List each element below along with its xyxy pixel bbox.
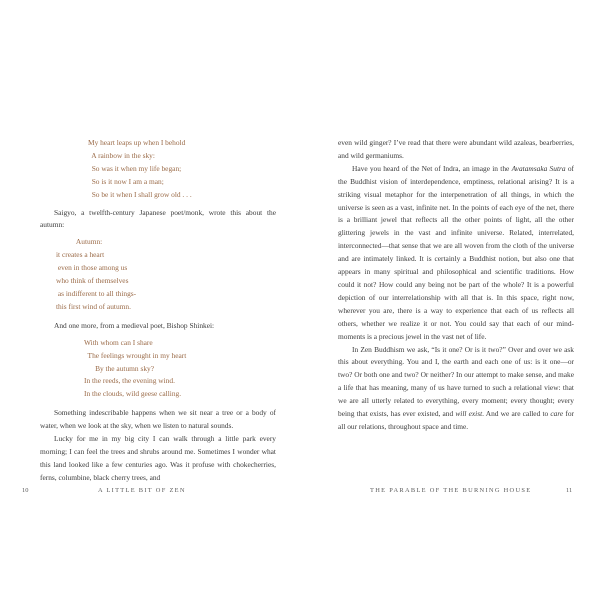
body-paragraph: even wild ginger? I’ve read that there were abundant wild azaleas, bearberries, and wild germaniums. <box>338 138 574 160</box>
sutra-title: Avatamsaka Sutra <box>511 163 566 173</box>
body-paragraph: Lucky for me in my big city I can walk through a little park every morning; I can feel the trees and shrubs around me. Sometimes I wonder what this land looked like a few centuries ago. Was it profuse with chokecherries, ferns, columbine, black cherry trees, and <box>40 434 276 482</box>
poem-line: this first wind of autumn. <box>56 301 131 311</box>
emphasis: care <box>550 409 564 419</box>
wordsworth-poem <box>40 137 276 202</box>
poem-line: Autumn: <box>56 237 103 247</box>
poem-line: So be it when I shall grow old . . . <box>88 189 192 199</box>
poem-line: who think of themselves <box>56 276 129 286</box>
body-paragraph: Saigyo, a twelfth-century Japanese poet/monk, wrote this about the autumn: <box>40 207 276 230</box>
poem-line: So was it when my life began; <box>88 163 182 173</box>
text-run: In Zen Buddhism we ask, “Is it one? Or is it two?” Over and over we ask this about everything. You and I, the earth and each one of us: is it one—or two? Or both one and two? Or neither? In our attempt to make sense, and make a life that has meaning, many of us have turned to such a relational view: that we are all utterly related to everything, every moment; every thought; every being that exists, has ever existed, and <box>338 344 574 419</box>
running-head-right: THE PARABLE OF THE BURNING HOUSE <box>370 487 532 494</box>
poem-line: it creates a heart <box>56 250 105 260</box>
text-run: for all our relations, throughout space and time. <box>338 409 575 431</box>
page-number-right: 11 <box>566 487 573 494</box>
poem-line: My heart leaps up when I behold <box>88 138 186 147</box>
left-text-column <box>40 137 276 485</box>
saigyo-poem <box>40 236 276 313</box>
poem-line: In the clouds, wild geese calling. <box>84 389 182 399</box>
poem-line: With whom can I share <box>84 337 153 347</box>
emphasis: will exist <box>455 409 483 419</box>
poem-line: even in those among us <box>56 263 128 273</box>
body-paragraph <box>338 344 574 434</box>
text-run: of the Buddhist vision of interdependence, emptiness, relational arising? It is a striking visual metaphor for the interpenetration of all things, in which the universe is seen as a vast, infinite net. In the points of each eye of the net, there is a brilliant jewel that reflects all the other points of light, all the other glittering jewels in the vast and infinite universe. Related, interrelated, interconnected—that sense that we are all woven from the cloth of the universe and are intimately linked. It is certainly a Buddhist notion, but also one that appears in many spiritual and philosophical and scientific traditions. How could it not? How could any being not be part of the whole? It is a powerful depiction of our interrelationship with all that is. In this space, right now, wherever you are, there is a way to experience that each of us reflects all others, whether we realize it or not. You could say that each of our mind-moments is a precious jewel in the vast net of life. <box>338 163 575 341</box>
body-paragraph: And one more, from a medieval poet, Bishop Shinkei: <box>54 320 215 330</box>
right-text-column <box>338 137 574 434</box>
poem-line: So is it now I am a man; <box>88 176 164 186</box>
shinkei-poem <box>40 337 276 402</box>
poem-line: A rainbow in the sky: <box>88 150 155 160</box>
text-run: Have you heard of the Net of Indra, an image in the <box>352 163 512 173</box>
poem-line: as indifferent to all things- <box>56 288 137 298</box>
running-head-left: A LITTLE BIT OF ZEN <box>98 487 186 494</box>
poem-line: By the autumn sky? <box>84 363 154 373</box>
body-paragraph <box>338 163 574 344</box>
poem-line: In the reeds, the evening wind. <box>84 376 175 386</box>
poem-line: The feelings wrought in my heart <box>84 350 187 360</box>
body-paragraph: Something indescribable happens when we sit near a tree or a body of water, when we look at the sky, when we listen to natural sounds. <box>40 408 276 431</box>
page-number-left: 10 <box>22 487 29 494</box>
text-run: . And we are called to <box>482 409 551 419</box>
